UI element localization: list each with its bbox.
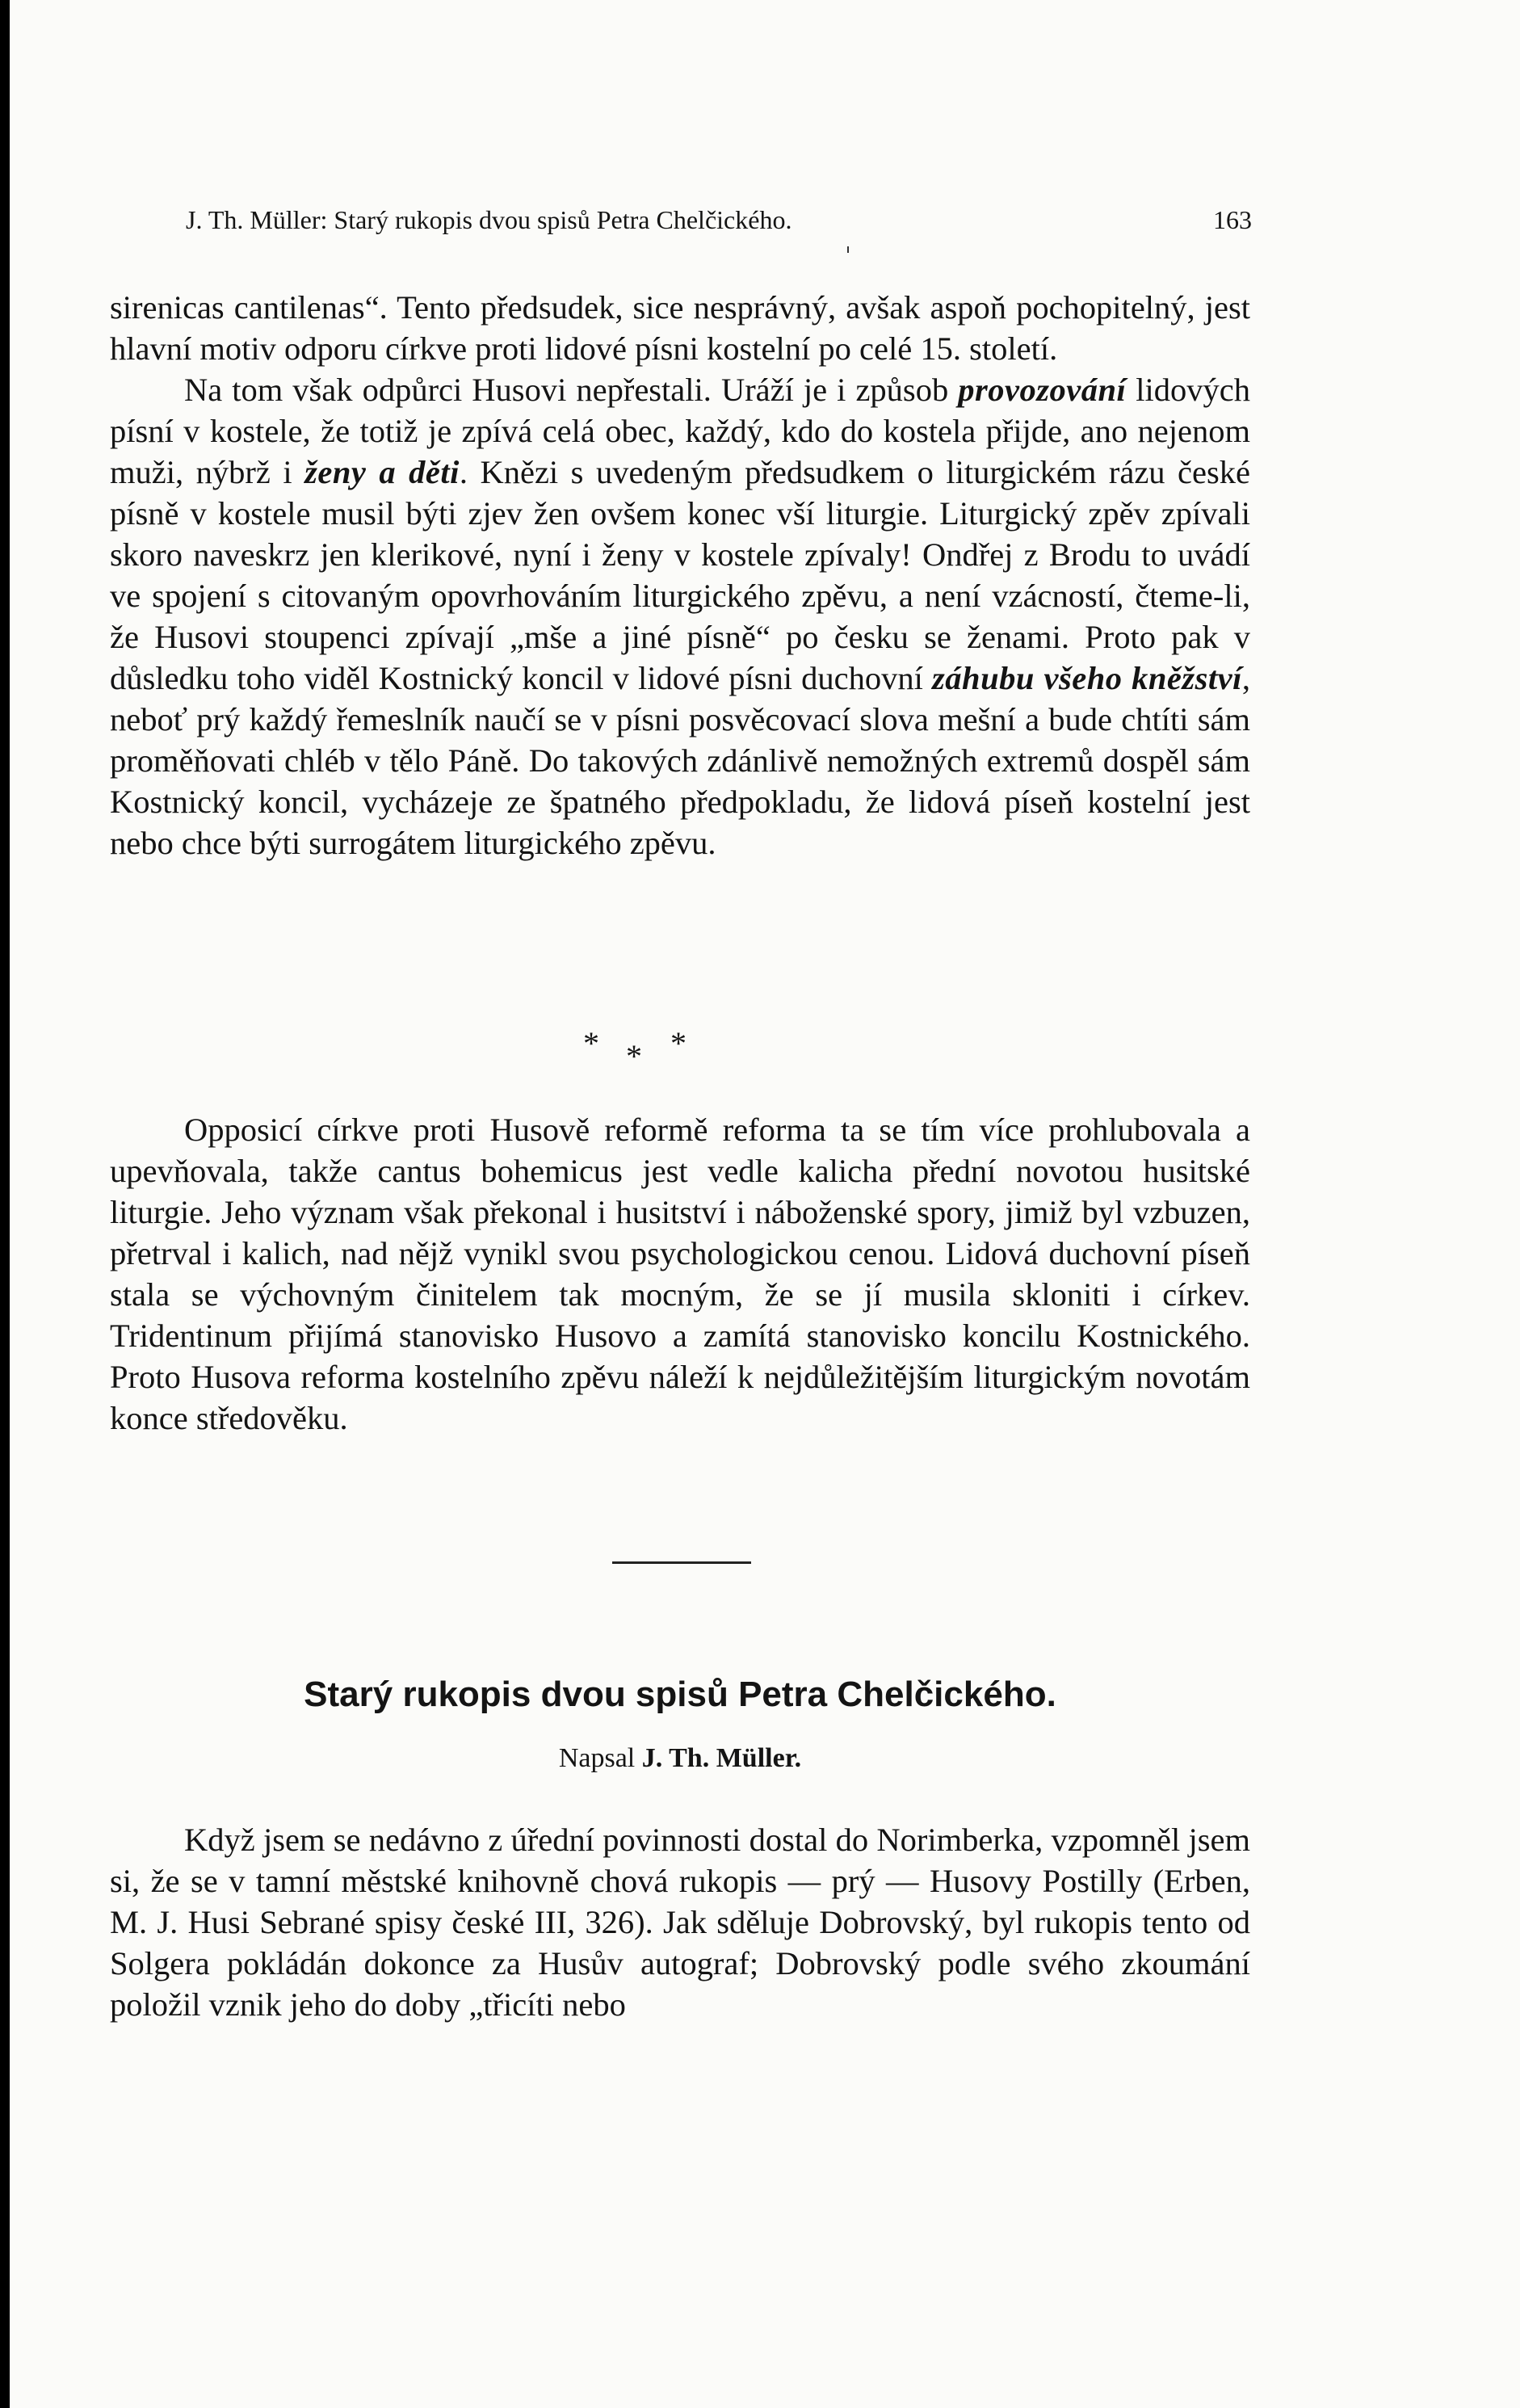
section-two-text [110, 1109, 1250, 1439]
star-left: * [583, 1025, 599, 1061]
text-run: Na tom však odpůrci Husovi nepřestali. Uráží je i způsob [184, 372, 959, 408]
emphasis: záhubu všeho kněžství [932, 660, 1242, 696]
page-number: 163 [1213, 205, 1252, 234]
page-header [186, 200, 1252, 249]
text-run: lidových písní v kostele, že totiž je zpívá celá obec, každý, kdo do kostela přijde, ano nejenom muži, nýbrž i [110, 372, 1250, 490]
book-page [10, 0, 1520, 2408]
byline-author: J. Th. Müller. [641, 1743, 802, 1773]
section-divider-stars [575, 1019, 785, 1076]
paragraph-continued: sirenicas cantilenas“. Tento předsudek, sice nesprávný, avšak aspoň pochopitelný, jest hlavní motiv odporu církve proti lidové písni kostelní po celé 15. století. [110, 289, 1250, 367]
star-center: * [626, 1038, 642, 1074]
article-body [110, 1819, 1250, 2025]
byline-prefix: Napsal [558, 1743, 636, 1773]
paragraph: Když jsem se nedávno z úřední povinnosti dostal do Norimberka, vzpomněl jsem si, že se v tamní městské knihovně chová rukopis — prý — Husovy Postilly (Erben, M. J. Husi Sebrané spisy české III, 326). Jak sděluje Dobrovský, byl rukopis tento od Solgera pokládán dokonce za Husův autograf; Dobrovský podle svého zkoumání položil vznik jeho do doby „třicíti nebo [110, 1822, 1250, 2023]
print-mark [847, 246, 849, 253]
text-run: . Knězi s uvedeným předsudkem o liturgickém rázu české písně v kostele musil býti zjev žen ovšem konec vší liturgie. Liturgický zpěv zpívali skoro naveskrz jen klerikové, nyní i ženy v kostele zpívaly! Ondřej z Brodu to uvádí ve spojení s citovaným opovrhováním liturgického zpěvu, a není vzácností, čteme-li, že Husovi stoupenci zpívají „mše a jiné písně“ po česku se ženami. Proto pak v důsledku toho viděl Kostnický koncil v lidové písni duchovní [110, 454, 1250, 696]
running-head: J. Th. Müller: Starý rukopis dvou spisů Petra Chelčického. [186, 205, 792, 234]
paragraph: Opposicí církve proti Husově reformě reforma ta se tím více prohlubovala a upevňovala, takže cantus bohemicus jest vedle kalicha přední novotou husitské liturgie. Jeho význam však překonal i husitství i náboženské spory, jimiž byl vzbuzen, přetrval i kalich, nad nějž vynikl svou psychologickou cenou. Lidová duchovní píseň stala se výchovným činitelem tak mocným, že se jí musila skloniti i církev. Tridentinum přijímá stanovisko Husovo a zamítá stanovisko koncilu Kostnického. Proto Husova reforma kostelního zpěvu náleží k nejdůležitějším liturgickým novotám konce středověku. [110, 1112, 1250, 1436]
section-one-text [110, 287, 1250, 864]
horizontal-rule [612, 1561, 751, 1564]
emphasis: provozování [958, 372, 1127, 408]
article-byline [110, 1741, 1250, 1776]
text-run: , neboť prý každý řemeslník naučí se v písni posvěcovací slova mešní a bude chtíti sám proměňovati chléb v tělo Páně. Do takových zdánlivě nemožných extremů dospěl sám Kostnický koncil, vycházeje ze špatného předpokladu, že lidová píseň kostelní jest nebo chce býti surrogátem liturgického zpěvu. [110, 660, 1250, 861]
emphasis: ženy a děti [304, 454, 460, 490]
star-right: * [670, 1025, 687, 1061]
paragraph [110, 369, 1250, 864]
article-title: Starý rukopis dvou spisů Petra Chelčického. [304, 1675, 1056, 1714]
